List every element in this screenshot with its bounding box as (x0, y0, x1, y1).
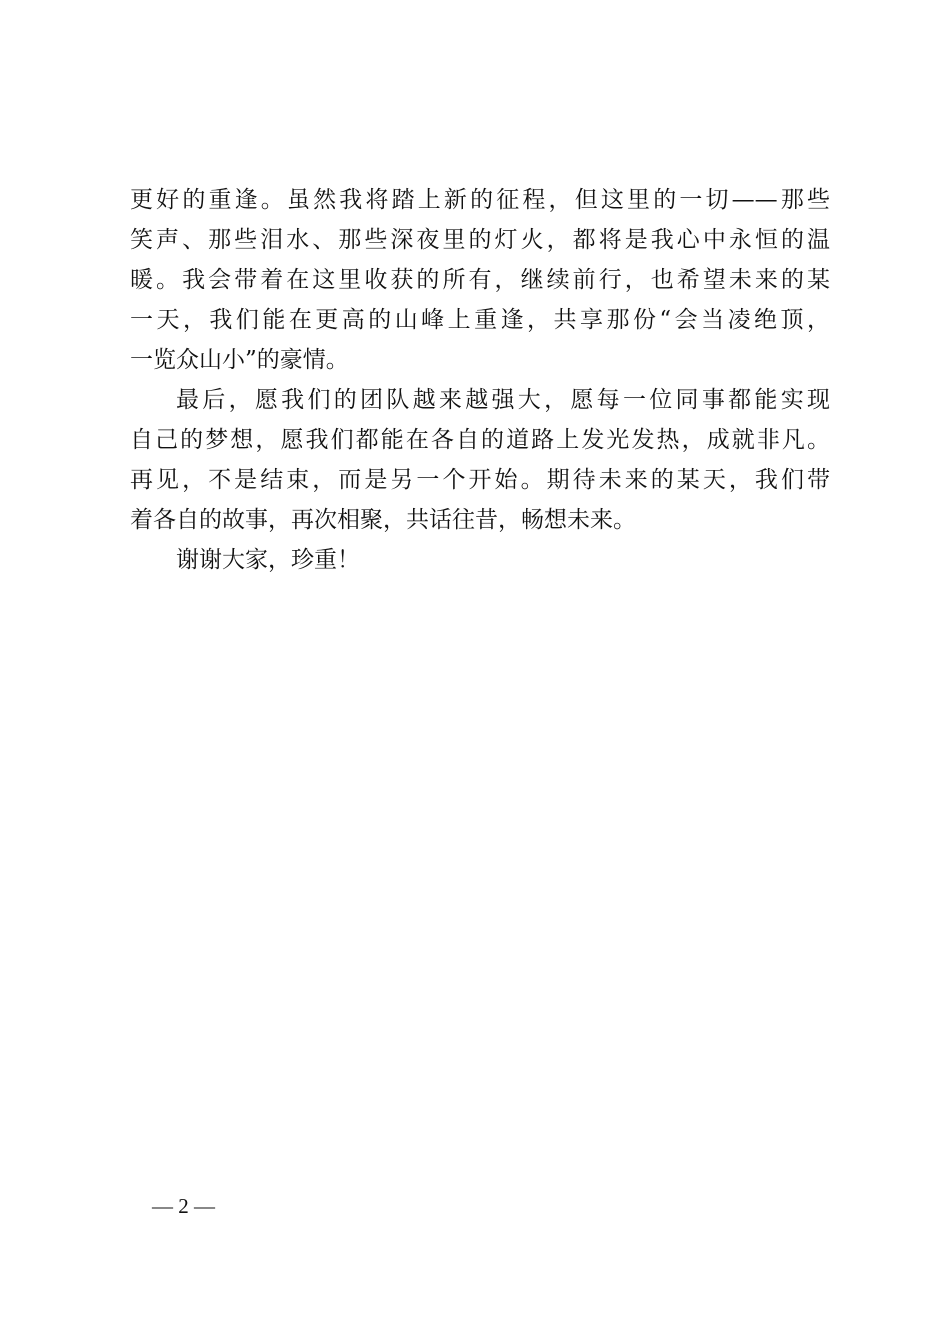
text-line: 暖。我会带着在这里收获的所有，继续前行，也希望未来的某 (130, 267, 830, 293)
text-line: 一天，我们能在更高的山峰上重逢，共享那份“会当凌绝顶， (130, 307, 830, 333)
text-line: 一览众山小”的豪情。 (130, 347, 349, 373)
paragraph-2 (130, 380, 830, 540)
text-line: 最后，愿我们的团队越来越强大，愿每一位同事都能实现 (176, 387, 830, 413)
text-line: 笑声、那些泪水、那些深夜里的灯火，都将是我心中永恒的温 (130, 227, 830, 253)
page-number: — 2 — (152, 1194, 215, 1218)
text-line: 谢谢大家，珍重！ (176, 547, 360, 573)
body-text (130, 180, 830, 580)
paragraph-1 (130, 180, 830, 380)
text-line: 着各自的故事，再次相聚，共话往昔，畅想未来。 (130, 507, 636, 533)
text-line: 更好的重逢。虽然我将踏上新的征程，但这里的一切——那些 (130, 187, 830, 213)
paragraph-3 (130, 540, 830, 580)
text-line: 自己的梦想，愿我们都能在各自的道路上发光发热，成就非凡。 (130, 427, 830, 453)
text-line: 再见，不是结束，而是另一个开始。期待未来的某天，我们带 (130, 467, 830, 493)
